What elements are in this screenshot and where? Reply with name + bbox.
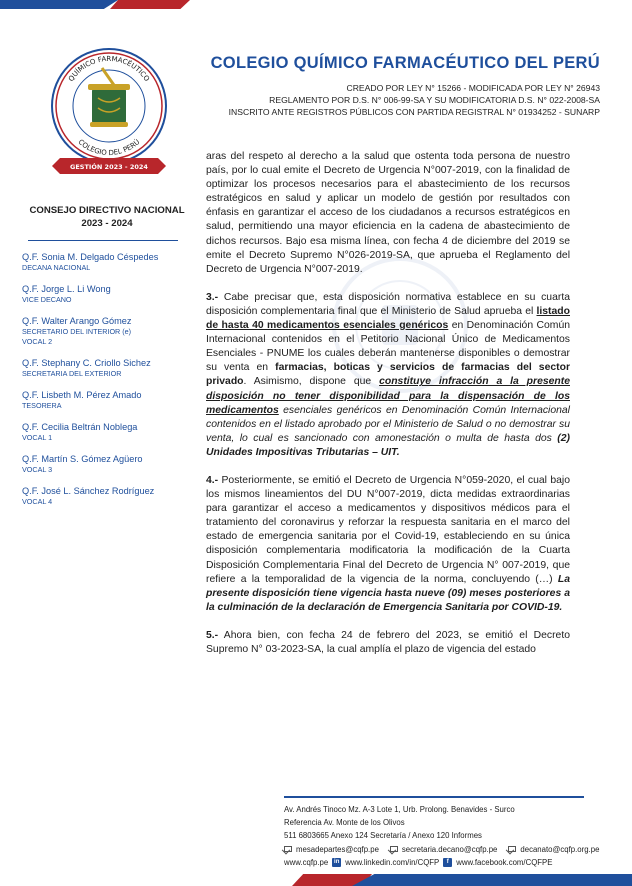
mail-icon <box>508 846 516 852</box>
paragraph-4 <box>206 474 570 615</box>
member-role: DECANA NACIONAL <box>22 263 91 272</box>
paragraph-text: Posteriormente, se emitió el Decreto de Urgencia N°059-2020, el cual bajo los mismos lineamientos del DU N°007-2019, dicta medidas extraordinarias para garantizar el acceso a medicamentos y dispositivos médicos para el tratamiento del coronavirus y reforzar la respuesta sanitaria en el marco del estado de emergencia sanitaria por el Covid-19, estableciendo en su única disposición complementaria modificatoria la modificación de la Cuarta Disposición Complementaria Final del Decreto de Urgencia N° 007-2019, que refiere a la temporalidad de la vigencia de la norma, concluyendo (…) <box>206 474 570 585</box>
linkedin-link[interactable]: www.linkedin.com/in/CQFP <box>345 857 440 867</box>
board-member <box>22 357 192 379</box>
member-role: VOCAL 1 <box>22 433 53 442</box>
top-red-band <box>110 0 190 9</box>
member-name: Q.F. Stephany C. Criollo Sichez <box>22 358 151 368</box>
top-blue-band <box>0 0 118 9</box>
member-name: Q.F. Cecilia Beltrán Noblega <box>22 422 138 432</box>
board-member <box>22 421 192 443</box>
email-link[interactable]: mesadepartes@cqfp.pe <box>296 844 379 854</box>
header-line: CREADO POR LEY N° 15266 - MODIFICADA POR LEY N° 26943 <box>346 83 600 93</box>
seal-ribbon-text: GESTIÓN 2023 - 2024 <box>70 163 148 171</box>
paragraph-text: en Denominación Común Internacional contenidos en el Petitorio Nacional Único de Medicamentos Esenciales - PNUME los cuales deberán mantenerse disponibles o demostrar su venta en <box>206 320 570 374</box>
board-member <box>22 453 192 475</box>
email-link[interactable]: decanato@cqfp.org.pe <box>520 844 600 854</box>
paragraph-number: 4.- <box>206 474 219 486</box>
footer-emails <box>284 843 614 856</box>
board-member <box>22 389 192 411</box>
website-link[interactable]: www.cqfp.pe <box>284 857 329 867</box>
member-role: VICE DECANO <box>22 295 72 304</box>
mail-icon <box>390 846 398 852</box>
paragraph-number: 3.- <box>206 291 219 303</box>
emphasis-text: farmacias, boticas y servicios de farmacias del sector privado <box>206 362 570 388</box>
member-name: Q.F. José L. Sánchez Rodríguez <box>22 486 155 496</box>
member-role: SECRETARIA DEL EXTERIOR <box>22 369 122 378</box>
italic-text: esenciales genéricos en Denominación Común Internacional contenidos en el listado aprobado por el Ministerio de Salud o no demostrar su venta, lo cual es sancionado con amonestación o multa de hasta dos <box>206 404 570 444</box>
member-role: TESORERA <box>22 401 62 410</box>
member-role: SECRETARIO DEL INTERIOR (e) <box>22 327 132 336</box>
paragraph-text: . Asimismo, dispone que <box>243 376 380 388</box>
header-line: INSCRITO ANTE REGISTROS PÚBLICOS CON PARTIDA REGISTRAL N° 01934252 - SUNARP <box>228 107 600 117</box>
letterhead <box>180 54 600 118</box>
member-role: VOCAL 2 <box>22 337 53 346</box>
footer-rule <box>284 796 584 798</box>
footer-phone: 511 6803665 Anexo 124 Secretaría / Anexo 120 Informes <box>284 831 482 841</box>
paragraph-text: aras del respeto al derecho a la salud que ostenta toda persona de nuestro país, por lo cual emite el Decreto de Urgencia N°007-2019, con la finalidad de optimizar los procesos necesarios para el abastecimiento de los recursos estratégicos en salud y aplicar un modelo de gestión por resultados con énfasis en garantizar el acceso de los ciudadanos a recursos estratégicos en salud, permitiendo una mayor eficiencia en la cadena de abastecimiento de dichos recursos. Bajo esa misma línea, con fecha 4 de diciembre del 2019 se emite el Decreto Supremo N°026-2019-SA, que aprueba el Reglamento del Decreto de Urgencia N°007-2019. <box>206 151 570 275</box>
footer-address: Av. Andrés Tinoco Mz. A-3 Lote 1, Urb. Prolong. Benavides - Surco <box>284 805 515 814</box>
seal-arc-top-text: QUÍMICO FARMACÉUTICO <box>67 54 151 83</box>
paragraph-3 <box>206 291 570 460</box>
member-name: Q.F. Walter Arango Gómez <box>22 316 132 326</box>
board-member <box>22 283 192 305</box>
emphasis-text: (2) Unidades Impositivas Tributarias – UIT <box>206 432 570 458</box>
paragraph-number: 5.- <box>206 629 219 641</box>
paragraph-5 <box>206 629 570 657</box>
emphasis-text: La presente disposición tiene vigencia hasta nueve (09) meses posteriores a la culminación de la declaración de Emergencia Sanitaria por COVID-19. <box>206 573 570 613</box>
emphasis-text: listado de hasta 40 medicamentos esenciales genéricos <box>206 305 570 332</box>
linkedin-icon: in <box>334 858 340 865</box>
organization-name: COLEGIO QUÍMICO FARMACÉUTICO DEL PERÚ <box>210 54 600 72</box>
footer-address-reference: Referencia Av. Monte de los Olivos <box>284 818 405 828</box>
emphasis-text: constituye infracción a la presente disposición no tener disponibilidad para la dispensación de los medicamentos <box>206 376 570 416</box>
member-name: Q.F. Martín S. Gómez Agüero <box>22 454 143 464</box>
mail-icon <box>284 846 292 852</box>
paragraph-text: . <box>396 446 400 458</box>
bottom-blue-band <box>352 874 632 886</box>
bottom-corner-decoration <box>0 864 632 886</box>
council-term: 2023 - 2024 <box>81 218 133 229</box>
council-divider <box>28 240 178 241</box>
member-name: Q.F. Lisbeth M. Pérez Amado <box>22 390 142 400</box>
seal-arc-bottom-text: COLEGIO DEL PERÚ <box>76 137 142 158</box>
member-name: Q.F. Sonia M. Delgado Céspedes <box>22 252 159 262</box>
member-list <box>22 251 192 507</box>
board-member <box>22 485 192 507</box>
member-role: VOCAL 3 <box>22 465 53 474</box>
email-link[interactable]: secretaria.decano@cqfp.pe <box>401 844 498 854</box>
facebook-icon: f <box>443 858 452 867</box>
board-member <box>22 315 192 347</box>
top-corner-decoration <box>0 0 632 14</box>
member-role: VOCAL 4 <box>22 497 53 506</box>
council-title <box>22 204 192 230</box>
college-seal-logo <box>44 38 174 186</box>
council-title-line: CONSEJO DIRECTIVO NACIONAL <box>29 205 185 216</box>
paragraph-text: Cabe precisar que, esta disposición normativa establece en su cuarta disposición complementaria final que el Ministerio de Salud aprueba el <box>206 291 570 317</box>
paragraph <box>206 150 570 277</box>
member-name: Q.F. Jorge L. Li Wong <box>22 284 111 294</box>
paragraph-text: Ahora bien, con fecha 24 de febrero del 2023, se emitió el Decreto Supremo N° 03-2023-SA, la cual amplía el plazo de vigencia del estado <box>206 629 570 655</box>
document-body <box>206 150 570 671</box>
board-sidebar <box>22 204 192 517</box>
header-line: REGLAMENTO POR D.S. N° 006-99-SA Y SU MODIFICATORIA D.S. N° 022-2008-SA <box>269 95 600 105</box>
footer <box>284 796 614 869</box>
board-member <box>22 251 192 273</box>
facebook-link[interactable]: www.facebook.com/CQFPE <box>456 857 553 867</box>
